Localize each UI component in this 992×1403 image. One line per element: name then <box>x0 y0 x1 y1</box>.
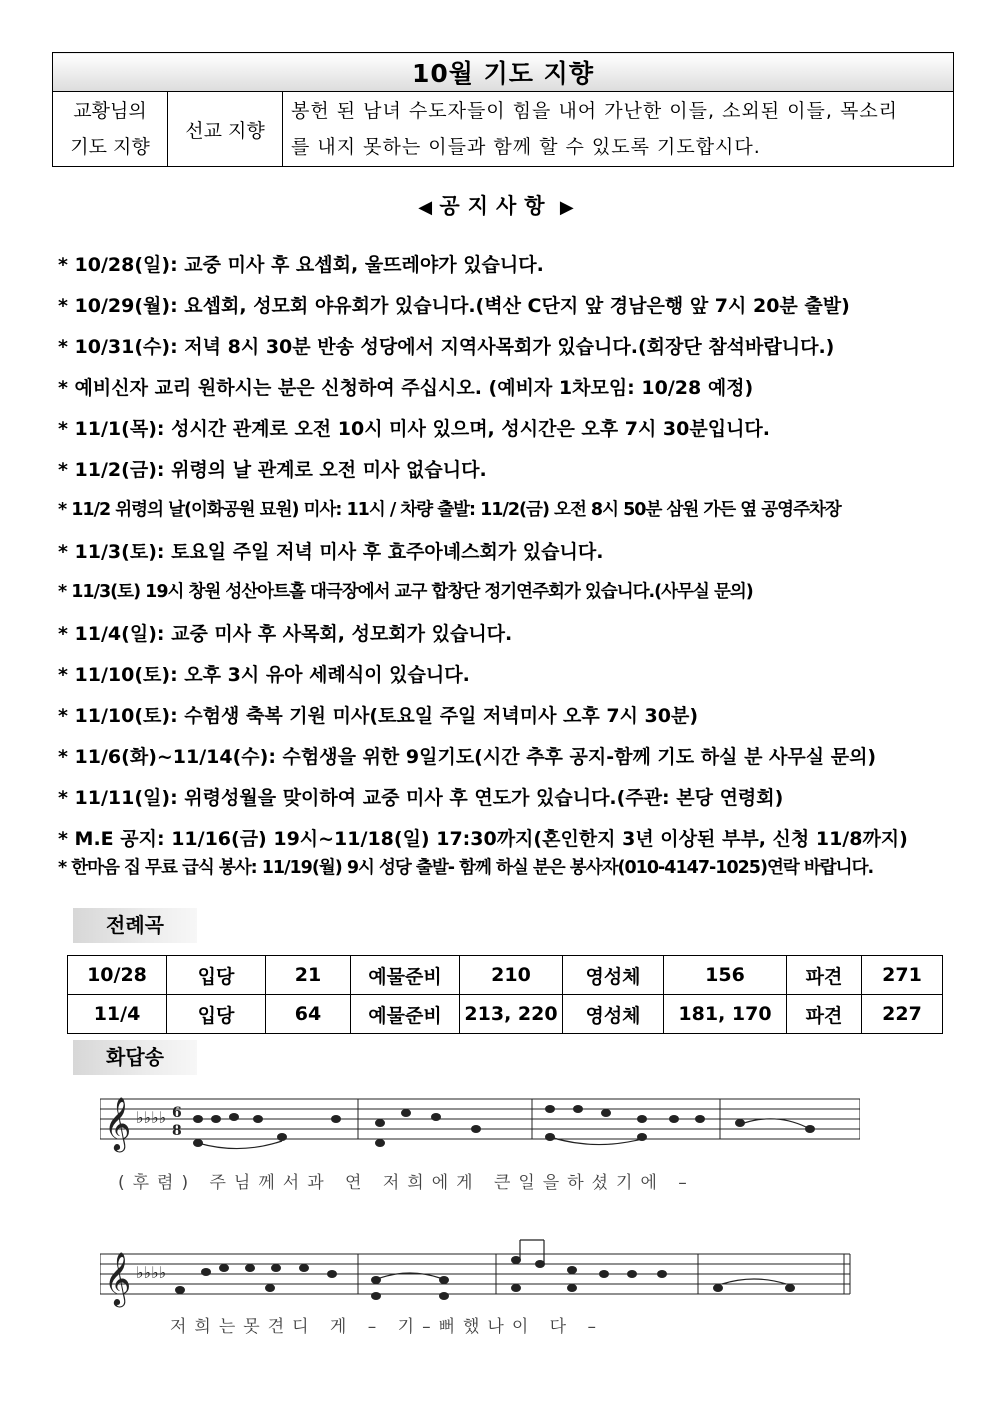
svg-text:♭♭♭♭: ♭♭♭♭ <box>136 1263 167 1282</box>
svg-text:6: 6 <box>172 1105 182 1121</box>
table-cell: 227 <box>862 995 943 1034</box>
notice-item: * 11/3(토): 토요일 주일 저녁 미사 후 효주아녜스회가 있습니다. <box>58 541 604 563</box>
intention-title: 10월 기도 지향 <box>53 53 954 92</box>
prayer-intention-table <box>52 52 954 167</box>
table-row <box>68 995 943 1034</box>
notice-item: * 한마음 집 무료 급식 봉사: 11/19(월) 9시 성당 출발- 함께 하실 분은 봉사자(010-4147-1025)연락 바랍니다. <box>58 858 874 878</box>
table-cell: 271 <box>862 956 943 995</box>
notice-item: * 예비신자 교리 원하시는 분은 신청하여 주십시오. (예비자 1차모임: 10/28 예정) <box>58 377 754 399</box>
hymns-label: 전례곡 <box>73 908 197 943</box>
notices-title: 공지사항 <box>439 194 553 218</box>
notice-item: * 11/10(토): 오후 3시 유아 세례식이 있습니다. <box>58 664 470 686</box>
table-cell: 입당 <box>167 995 266 1034</box>
right-triangle-icon: ▶ <box>559 197 574 218</box>
table-cell: 예물준비 <box>351 956 460 995</box>
table-cell: 21 <box>266 956 351 995</box>
table-cell: 영성체 <box>563 956 664 995</box>
intention-text-line2: 를 내지 못하는 이들과 함께 할 수 있도록 기도합시다. <box>291 136 761 158</box>
left-triangle-icon: ◀ <box>418 197 433 218</box>
intention-category: 선교 지향 <box>168 92 283 167</box>
notice-item: * 11/2(금): 위령의 날 관계로 오전 미사 없습니다. <box>58 459 487 481</box>
pope-label-line1: 교황님의 <box>73 100 147 122</box>
table-cell: 파견 <box>787 956 862 995</box>
notice-item: * 11/4(일): 교중 미사 후 사목회, 성모회가 있습니다. <box>58 623 513 645</box>
svg-text:𝄞: 𝄞 <box>104 1096 132 1150</box>
table-cell: 영성체 <box>563 995 664 1034</box>
psalm-lyrics-line2: 저희는못견디 게 – 기–뻐했나이 다 – <box>170 1317 605 1337</box>
table-cell: 213, 220 <box>460 995 563 1034</box>
table-cell: 11/4 <box>68 995 167 1034</box>
table-row <box>68 956 943 995</box>
table-cell: 예물준비 <box>351 995 460 1034</box>
notice-item: * M.E 공지: 11/16(금) 19시~11/18(일) 17:30까지(혼인한지 3년 이상된 부부, 신청 11/8까지) <box>58 828 908 850</box>
psalm-label: 화답송 <box>73 1040 197 1075</box>
intention-text-line1: 봉헌 된 남녀 수도자들이 힘을 내어 가난한 이들, 소외된 이들, 목소리 <box>291 100 899 122</box>
svg-text:8: 8 <box>172 1123 182 1139</box>
svg-text:𝄞: 𝄞 <box>104 1251 132 1305</box>
notice-item: * 11/1(목): 성시간 관계로 오전 10시 미사 있으며, 성시간은 오후 7시 30분입니다. <box>58 418 771 440</box>
pope-intention-label <box>53 92 168 167</box>
notice-item: * 11/10(토): 수험생 축복 기원 미사(토요일 주일 저녁미사 오후 7시 30분) <box>58 705 699 727</box>
notice-item: * 11/11(일): 위령성월을 맞이하여 교중 미사 후 연도가 있습니다.(주관: 본당 연령회) <box>58 787 784 809</box>
table-cell: 파견 <box>787 995 862 1034</box>
table-cell: 210 <box>460 956 563 995</box>
table-cell: 156 <box>664 956 787 995</box>
notice-item: * 10/31(수): 저녁 8시 30분 반송 성당에서 지역사목회가 있습니다.(회장단 참석바랍니다.) <box>58 336 835 358</box>
psalm-lyrics-line1: (후렴) 주님께서과 연 저희에게 큰일을하셨기에 – <box>118 1173 695 1193</box>
hymns-table <box>67 955 943 1034</box>
table-cell: 입당 <box>167 956 266 995</box>
table-cell: 10/28 <box>68 956 167 995</box>
notices-heading <box>0 190 992 220</box>
table-cell: 181, 170 <box>664 995 787 1034</box>
intention-text <box>283 92 954 167</box>
table-cell: 64 <box>266 995 351 1034</box>
notice-list <box>58 250 958 895</box>
notice-item: * 11/2 위령의 날(이화공원 묘원) 미사: 11시 / 차량 출발: 11/2(금) 오전 8시 50분 삼원 가든 옆 공영주차장 <box>58 500 841 520</box>
notice-item: * 11/6(화)~11/14(수): 수험생을 위한 9일기도(시간 추후 공지-함께 기도 하실 분 사무실 문의) <box>58 746 877 768</box>
notice-item: * 10/29(월): 요셉회, 성모회 야유회가 있습니다.(벽산 C단지 앞 경남은행 앞 7시 20분 출발) <box>58 295 850 317</box>
pope-label-line2: 기도 지향 <box>70 136 150 158</box>
notice-item: * 11/3(토) 19시 창원 성산아트홀 대극장에서 교구 합창단 정기연주회가 있습니다.(사무실 문의) <box>58 582 753 602</box>
svg-text:♭♭♭♭: ♭♭♭♭ <box>136 1108 167 1127</box>
notice-item: * 10/28(일): 교중 미사 후 요셉회, 울뜨레야가 있습니다. <box>58 254 544 276</box>
